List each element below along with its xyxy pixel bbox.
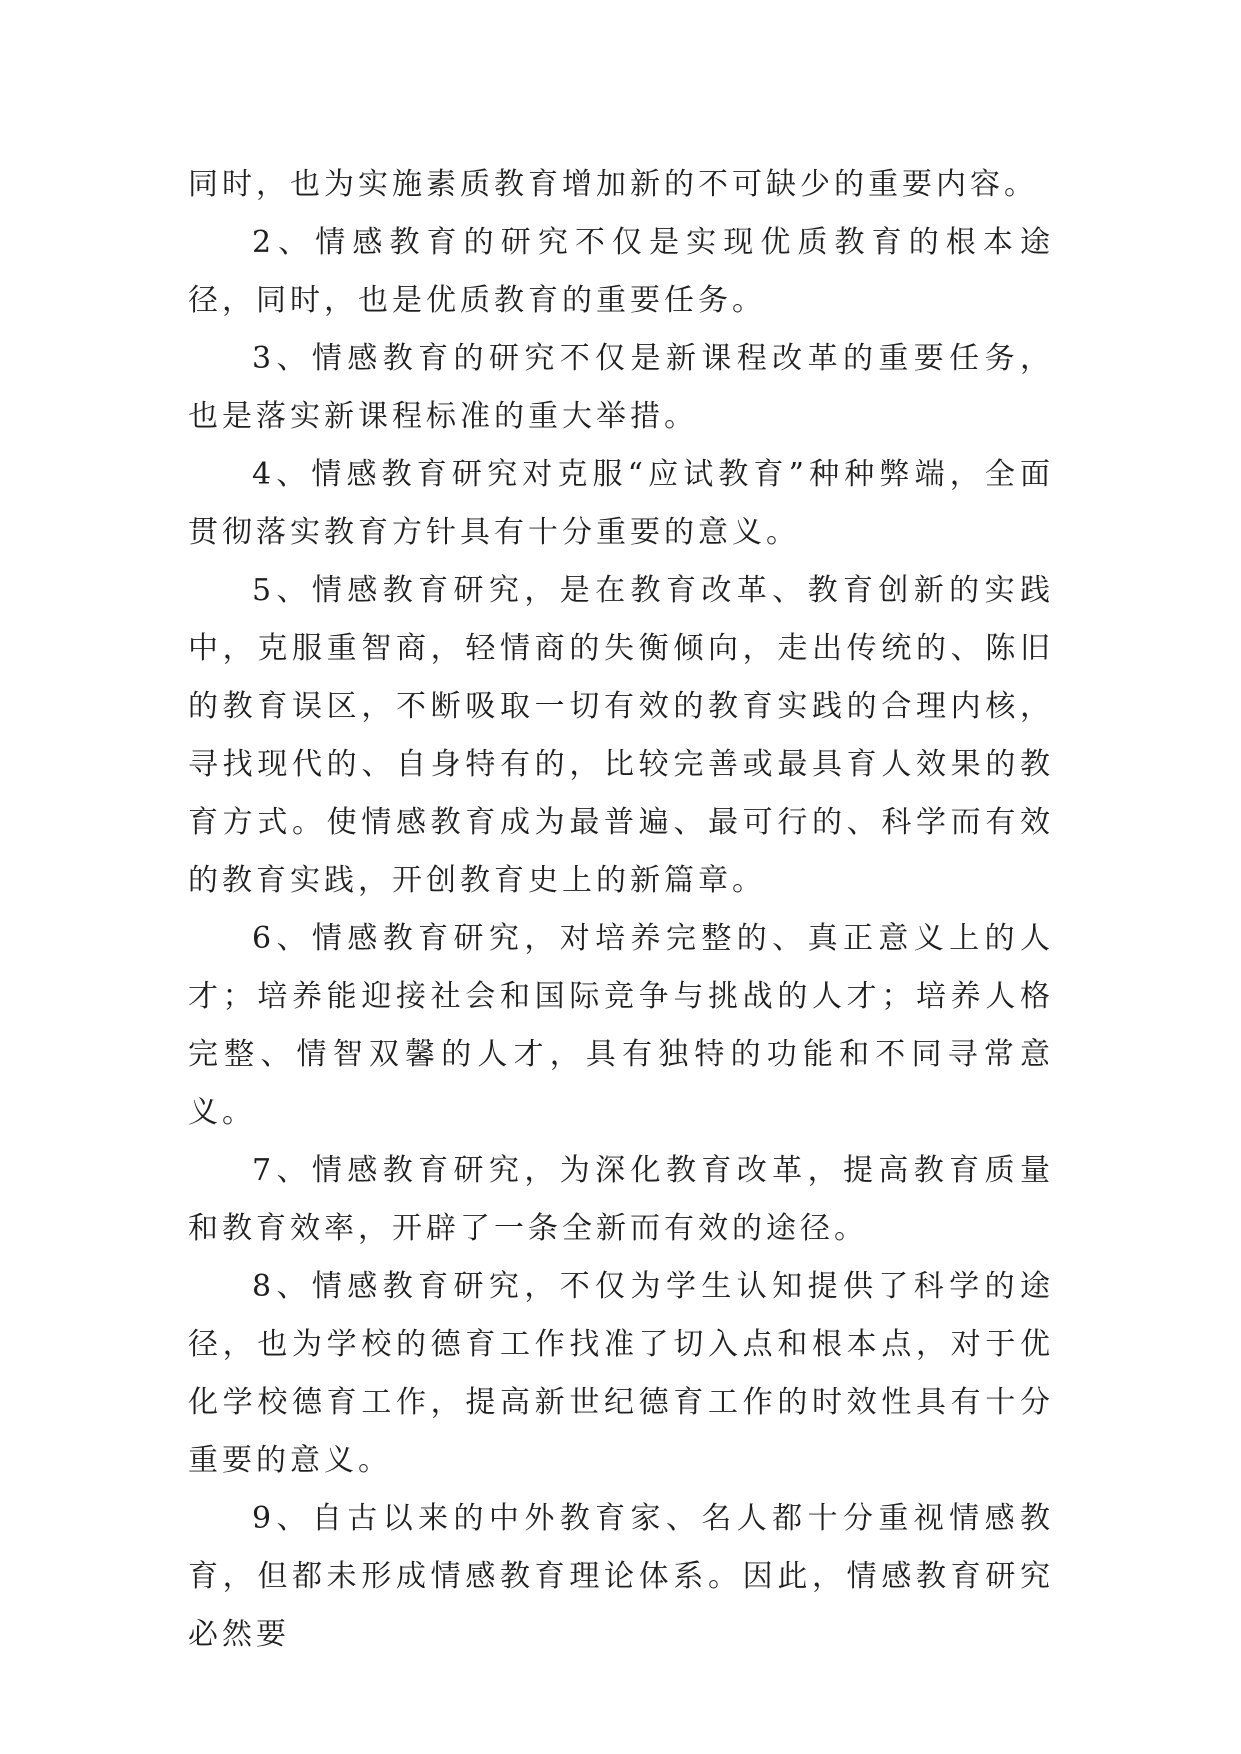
paragraph-item-2: 2、情感教育的研究不仅是实现优质教育的根本途径，同时，也是优质教育的重要任务。 <box>188 225 1054 318</box>
paragraph-continuation: 同时，也为实施素质教育增加新的不可缺少的重要内容。 <box>188 167 1038 202</box>
paragraph-item-3: 3、情感教育的研究不仅是新课程改革的重要任务，也是落实新课程标准的重大举措。 <box>188 341 1054 434</box>
paragraph-item-4: 4、情感教育研究对克服“应试教育”种种弊端，全面贯彻落实教育方针具有十分重要的意义。 <box>188 457 1054 550</box>
paragraph-item-6: 6、情感教育研究，对培养完整的、真正意义上的人才；培养能迎接社会和国际竞争与挑战的人才；培养人格完整、情智双馨的人才，具有独特的功能和不同寻常意义。 <box>188 921 1054 1130</box>
document-body <box>188 156 1054 1664</box>
paragraph-item-9: 9、自古以来的中外教育家、名人都十分重视情感教育，但都未形成情感教育理论体系。因此，情感教育研究必然要 <box>188 1501 1054 1652</box>
paragraph-item-7: 7、情感教育研究，为深化教育改革，提高教育质量和教育效率，开辟了一条全新而有效的途径。 <box>188 1153 1054 1246</box>
paragraph-item-8: 8、情感教育研究，不仅为学生认知提供了科学的途径，也为学校的德育工作找准了切入点和根本点，对于优化学校德育工作，提高新世纪德育工作的时效性具有十分重要的意义。 <box>188 1269 1054 1478</box>
paragraph-item-5: 5、情感教育研究，是在教育改革、教育创新的实践中，克服重智商，轻情商的失衡倾向，走出传统的、陈旧的教育误区，不断吸取一切有效的教育实践的合理内核，寻找现代的、自身特有的，比较完善或最具育人效果的教育方式。使情感教育成为最普遍、最可行的、科学而有效的教育实践，开创教育史上的新篇章。 <box>188 573 1054 898</box>
